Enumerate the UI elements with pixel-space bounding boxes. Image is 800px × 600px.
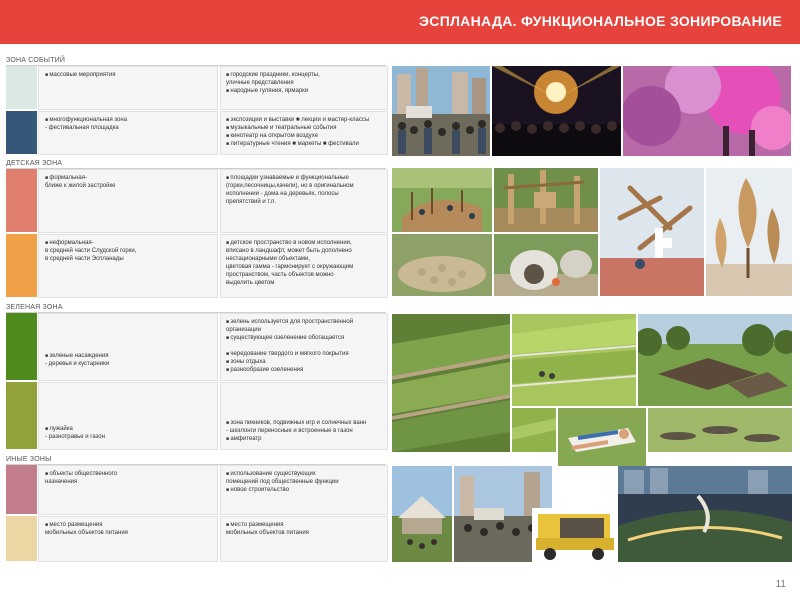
page-title: ЭСПЛАНАДА. ФУНКЦИОНАЛЬНОЕ ЗОНИРОВАНИЕ	[419, 13, 782, 29]
zone-desc-mobile-food: ■ место размещения мобильных объектов питания	[220, 516, 388, 562]
zone-desc-kids-formal: ■ площадки узнаваемые и функциональные (горки,песочницы,качели), но в оригинальном исполнении - дома на деревьях, полосы препятствий и т.п.	[220, 169, 388, 233]
zone-name-multifunctional: ■ многофункциональная зона - фестивальная площадка	[38, 111, 218, 155]
section-label-kids: ДЕТСКАЯ ЗОНА	[6, 160, 63, 167]
smoke-photo	[623, 66, 791, 156]
zone-desc-multifunctional: ■ экспозиции и выставки ■ лекции и мастер-классы ■ музыкальные и театральные события ■ кинотеатр на открытом воздухе ■ литературные чтения ■ маркеты ■ фестивали	[220, 111, 388, 155]
color-swatch-mobile-food	[6, 516, 37, 562]
zone-desc-public-objects: ■ использование существующих помещений под общественные функции ■ новое строительство	[220, 465, 388, 515]
zone-desc-mass-events: ■ городские праздники, концерты, уличные представления ■ народные гуляния, ярмарки	[220, 66, 388, 110]
truck-photo	[532, 508, 616, 564]
pavilion-photo	[392, 466, 452, 562]
slope-photo	[512, 408, 556, 452]
zone-name-plantings: ■ зеленые насаждения - деревья и кустарники	[38, 313, 218, 381]
color-swatch-plantings	[6, 313, 37, 381]
pod-photo	[494, 234, 598, 296]
pavilion-photo	[638, 314, 792, 406]
plaza-photo	[618, 466, 792, 562]
lounger-photo	[648, 408, 792, 452]
section-label-events: ЗОНА СОБЫТИЙ	[6, 57, 66, 64]
sunbather-photo	[558, 408, 646, 466]
zone-name-public-objects: ■ объекты общественного назначения	[38, 465, 218, 515]
color-swatch-kids-formal	[6, 169, 37, 233]
zone-name-mass-events: ■ массовые мероприятия	[38, 66, 218, 110]
color-swatch-multifunctional	[6, 111, 37, 155]
zone-name-kids-formal: ■ формальная- ближе к жилой застройке	[38, 169, 218, 233]
slope-photo	[512, 314, 636, 406]
zone-desc-lawn: ■ зона пикников, подвижных игр и солнечных ванн - шезлонги переносные и встроенные в газон ■ амфитеатр	[220, 382, 388, 450]
color-swatch-kids-informal	[6, 234, 37, 298]
zone-name-lawn: ■ лужайка - разнотравье и газон	[38, 382, 218, 450]
zone-desc-kids-informal: ■ детское пространство в новом исполнении, вписано в ландшафт, может быть дополнено нестационарными объектами, цветовая гамма - гармонирует с окружающим пространством, часть объектов можно выделить цветом	[220, 234, 388, 298]
section-label-other: ИНЫЕ ЗОНЫ	[6, 456, 52, 463]
zone-name-kids-informal: ■ неформальная- в средней части Слудской горки, в средней части Эспланады	[38, 234, 218, 298]
zone-name-mobile-food: ■ место размещения мобильных объектов питания	[38, 516, 218, 562]
section-label-green: ЗЕЛЕНАЯ ЗОНА	[6, 304, 63, 311]
tower-photo	[706, 168, 792, 296]
page-number: 11	[775, 579, 786, 590]
color-swatch-mass-events	[6, 66, 37, 110]
terrace-photo	[392, 314, 510, 452]
color-swatch-lawn	[6, 382, 37, 450]
sand-photo	[392, 234, 492, 296]
zone-desc-plantings: ■ зелень используется для пространственной организации ■ существующее озеленение обогащается ■ чередование твердого и мягкого покрытия ■ зоны отдыха ■ разнообразие озеленения	[220, 313, 388, 381]
concert-photo	[492, 66, 621, 156]
crowd-photo	[392, 66, 490, 156]
playground-photo	[392, 168, 492, 232]
color-swatch-public-objects	[6, 465, 37, 515]
title-bar	[0, 0, 800, 44]
swing-photo	[600, 168, 704, 296]
treehouse-photo	[494, 168, 598, 232]
